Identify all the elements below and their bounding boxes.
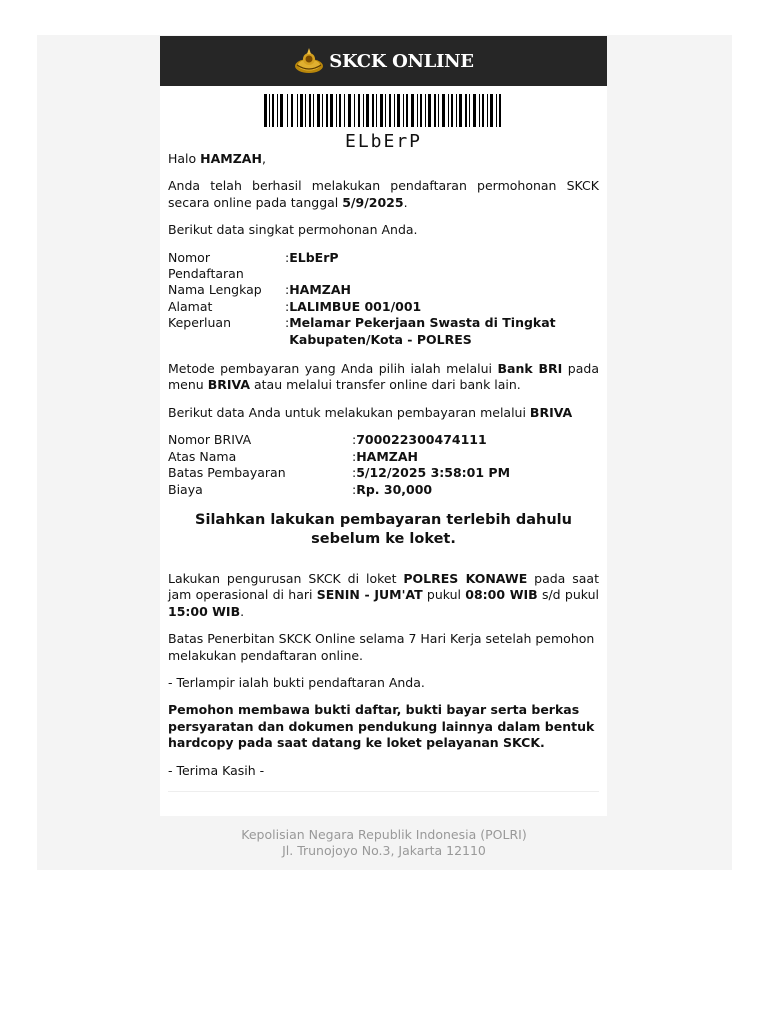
field-value: HAMZAH [356, 448, 418, 464]
field-value: 700022300474111 [356, 432, 487, 448]
email-footer [0, 827, 768, 860]
table-row: Nomor BRIVA : 700022300474111 [168, 432, 510, 448]
barcode [264, 94, 504, 127]
validity-paragraph: Batas Penerbitan SKCK Online selama 7 Hari Kerja setelah pemohon melakukan pendaftaran online. [168, 631, 595, 663]
field-label: Atas Nama [168, 448, 237, 464]
field-value: HAMZAH [289, 282, 351, 298]
field-value: 5/12/2025 3:58:01 PM [356, 465, 511, 481]
email-card [160, 36, 607, 816]
table-row: Keperluan : Melamar Pekerjaan Swasta di Tingkat Kabupaten/Kota - POLRES [168, 315, 599, 348]
brand-title: SKCK ONLINE [329, 50, 474, 72]
email-header [160, 36, 607, 86]
recipient-name: HAMZAH [200, 151, 262, 166]
field-label: Biaya [168, 481, 203, 497]
police-emblem-icon [293, 46, 325, 76]
table-row: Biaya : Rp. 30,000 [168, 482, 510, 498]
schedule-paragraph: Lakukan pengurusan SKCK di loket POLRES KONAWE pada saat jam operasional di hari SENIN - JUM'AT pukul 08:00 WIB s/d pukul 15:00 WIB. [168, 570, 599, 619]
summary-intro: Berikut data singkat permohonan Anda. [168, 222, 418, 238]
greeting: Halo HAMZAH, [168, 151, 266, 166]
field-label: Alamat [168, 298, 213, 314]
field-value: ELbErP [289, 249, 339, 265]
payment-method-paragraph: Metode pembayaran yang Anda pilih ialah melalui Bank BRI pada menu BRIVA atau melalui transfer online dari bank lain. [168, 361, 599, 393]
email-body [168, 151, 599, 790]
footer-address: Jl. Trunojoyo No.3, Jakarta 12110 [282, 843, 486, 859]
attachment-note: - Terlampir ialah bukti pendaftaran Anda. [168, 674, 425, 690]
briva-intro: Berikut data Anda untuk melakukan pembayaran melalui BRIVA [168, 404, 573, 420]
registration-table [168, 250, 599, 348]
requirements-paragraph: Pemohon membawa bukti daftar, bukti bayar serta berkas persyaratan dan dokumen pendukung lainnya dalam bentuk hardcopy pada saat datang ke loket pelayanan SKCK. [168, 702, 595, 751]
footer-org: Kepolisian Negara Republik Indonesia (POLRI) [241, 827, 527, 842]
table-row: Nama Lengkap : HAMZAH [168, 282, 599, 298]
field-label: Nama Lengkap [168, 282, 262, 298]
table-row: Alamat : LALIMBUE 001/001 [168, 299, 599, 315]
header-logo [293, 46, 473, 76]
field-label: Keperluan [168, 315, 232, 331]
table-row: Atas Nama : HAMZAH [168, 449, 510, 465]
field-value: Melamar Pekerjaan Swasta di Tingkat Kabupaten/Kota - POLRES [289, 315, 556, 347]
field-value: LALIMBUE 001/001 [289, 298, 422, 314]
intro-paragraph: Anda telah berhasil melakukan pendaftaran permohonan SKCK secara online pada tanggal 5/9/2025. [168, 178, 599, 210]
registration-date: 5/9/2025 [342, 194, 404, 210]
field-value: Rp. 30,000 [356, 481, 433, 497]
thanks-note: - Terima Kasih - [168, 762, 265, 778]
field-label: Batas Pembayaran [168, 465, 286, 481]
divider [168, 791, 599, 792]
field-label: Nomor Pendaftaran [168, 249, 244, 282]
field-label: Nomor BRIVA [168, 432, 252, 448]
barcode-code: ELbErP [344, 131, 423, 152]
briva-table [168, 432, 510, 498]
payment-notice: Silahkan lakukan pembayaran terlebih dahulu sebelum ke loket. [195, 511, 572, 547]
table-row: Batas Pembayaran : 5/12/2025 3:58:01 PM [168, 465, 511, 481]
table-row: Nomor Pendaftaran : ELbErP [168, 250, 599, 283]
